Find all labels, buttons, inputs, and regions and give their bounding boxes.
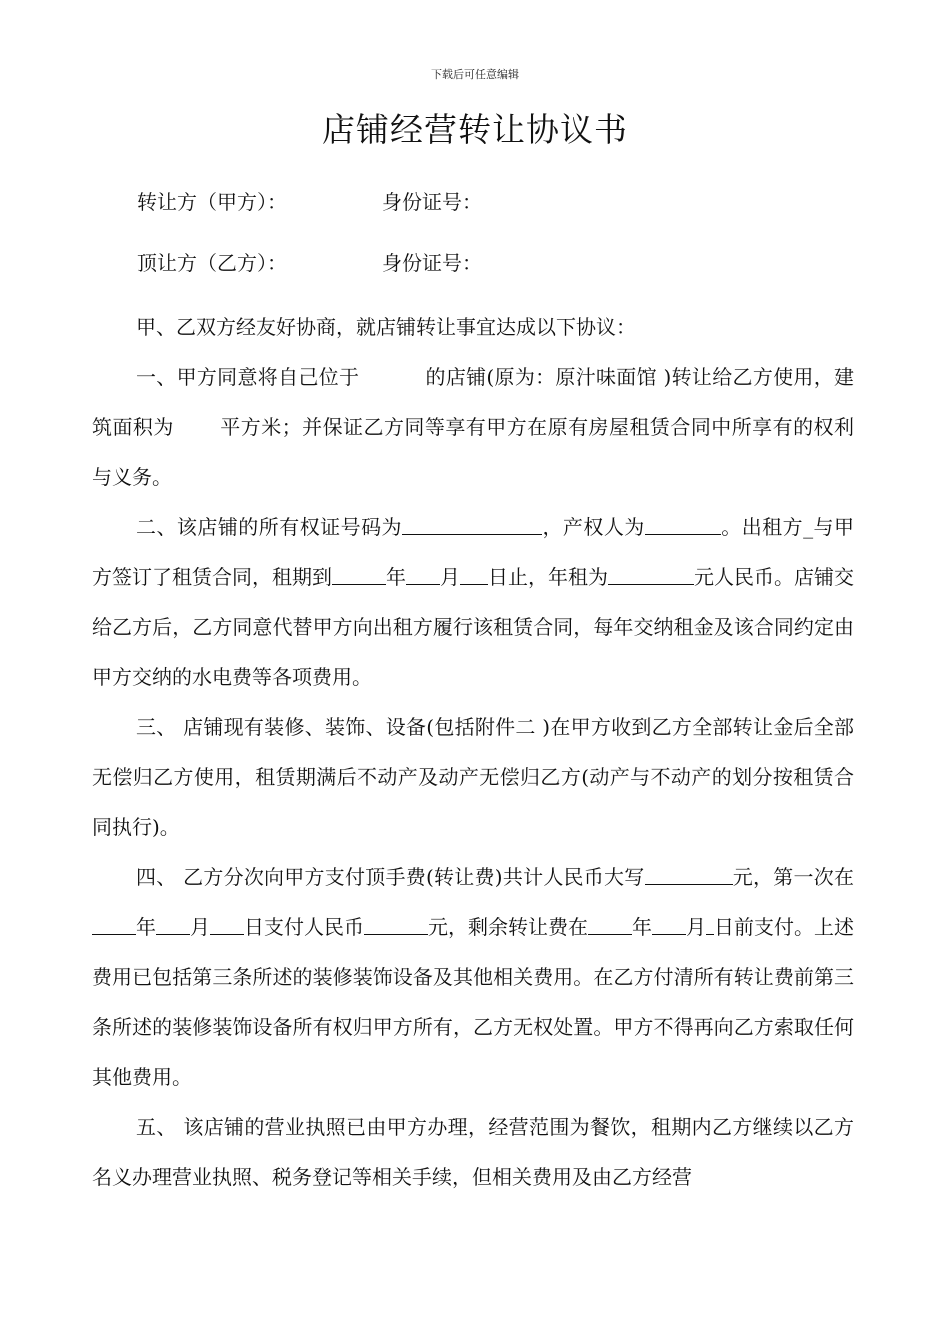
document-title: 店铺经营转让协议书 [322, 110, 628, 149]
clause-4-text-g: 年 [632, 915, 652, 939]
transferor-label: 转让方（甲方）： [137, 190, 287, 214]
clause-2-text-e: 月 [440, 565, 460, 589]
clause-1 [92, 352, 854, 502]
clause-4-text-a: 四、 乙方分次向甲方支付顶手费(转让费)共计人民币大写 [136, 865, 645, 889]
clause-2-text-d: 年 [386, 565, 406, 589]
clause-2-text-a: 二、该店铺的所有权证号码为 [136, 515, 402, 539]
transferor-id-label: 身份证号： [382, 190, 482, 214]
annual-rent-blank [608, 564, 694, 585]
first-pay-year-blank [92, 914, 136, 935]
transferee-label: 顶让方（乙方）： [137, 251, 287, 275]
clause-1-text-c: 平方米；并保证乙方同等享有甲方在原有房屋租赁合同中所享有的权利与义务。 [92, 415, 855, 489]
clause-1-text-a: 一、甲方同意将自己位于 [136, 365, 360, 389]
remaining-pay-day-blank [706, 914, 714, 935]
lease-day-blank [460, 564, 488, 585]
clause-2-text-f: 日止，年租为 [488, 565, 608, 589]
clause-4-text-d: 月 [190, 915, 210, 939]
agreement-body [92, 302, 854, 1202]
clause-2-text-g: 元人民币。店铺交给乙方后，乙方同意代替甲方向出租方履行该租赁合同，每年交纳租金及该合同约定由甲方交纳的水电费等各项费用。 [92, 565, 854, 689]
total-fee-blank [645, 864, 733, 885]
remaining-pay-month-blank [652, 914, 686, 935]
header-note: 下载后可任意编辑 [431, 68, 519, 81]
clause-5: 五、 该店铺的营业执照已由甲方办理，经营范围为餐饮，租期内乙方继续以乙方名义办理营业执照、税务登记等相关手续，但相关费用及由乙方经营 [92, 1115, 854, 1189]
remaining-pay-year-blank [588, 914, 632, 935]
first-pay-month-blank [156, 914, 190, 935]
lease-month-blank [406, 564, 440, 585]
clause-4-text-h: 月 [686, 915, 706, 939]
clause-4-text-b: 元，第一次在 [732, 865, 855, 889]
clause-4-text-c: 年 [136, 915, 156, 939]
clause-4-text-e: 日支付人民币 [244, 915, 364, 939]
first-pay-day-blank [210, 914, 244, 935]
intro-paragraph: 甲、乙双方经友好协商，就店铺转让事宜达成以下协议： [136, 315, 636, 339]
certificate-number-blank [402, 514, 542, 535]
owner-blank [645, 514, 721, 535]
clause-4-text-f: 元，剩余转让费在 [428, 915, 588, 939]
clause-2-text-c: 。出租方_与甲方签订了租赁合同，租期到 [92, 515, 855, 589]
clause-4 [92, 852, 854, 1102]
clause-2-text-b: ，产权人为 [542, 515, 645, 539]
transferee-line [137, 247, 482, 276]
clause-3: 三、 店铺现有装修、装饰、设备(包括附件二 )在甲方收到乙方全部转让金后全部无偿归乙方使用，租赁期满后不动产及动产无偿归乙方(动产与不动产的划分按租赁合同执行)。 [92, 715, 854, 839]
clause-4-text-i: 日前支付。上述费用已包括第三条所述的装修装饰设备及其他相关费用。在乙方付清所有转让费前第三条所述的装修装饰设备所有权归甲方所有，乙方无权处置。甲方不得再向乙方索取任何其他费用。 [92, 915, 854, 1089]
clause-1-text-b: 的店铺(原为：原汁味面馆 )转让给乙方使用，建筑面积为 [92, 365, 854, 439]
first-pay-amount-blank [364, 914, 428, 935]
transferee-id-label: 身份证号： [382, 251, 482, 275]
lease-year-blank [332, 564, 386, 585]
transferor-line [137, 186, 482, 215]
clause-2 [92, 502, 854, 702]
